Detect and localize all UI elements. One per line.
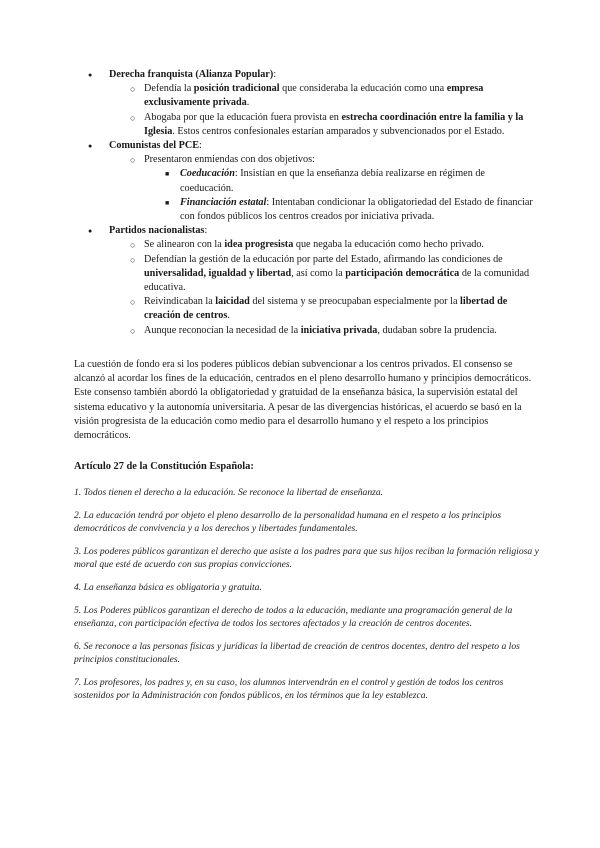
text-run: . (246, 97, 250, 109)
emphasized-text: laicidad (215, 296, 250, 308)
article-clause: 3. Los poderes públicos garantizan el derecho que asiste a los padres para que sus hijos reciban la formación religiosa y moral que esté de acuerdo con sus propias convicciones. (74, 545, 539, 570)
emphasized-text: libertad de creación de centros (144, 296, 508, 322)
emphasized-text: empresa exclusivamente privada (144, 83, 484, 109)
text-run: Presentaron enmiendas con dos objetivos: (144, 154, 315, 166)
position-item (109, 295, 540, 323)
article-clause: 1. Todos tienen el derecho a la educación. Se reconoce la libertad de enseñanza. (74, 486, 384, 498)
text-run: Defendían la gestión de la educación por parte del Estado, afirmando las condiciones de (144, 253, 503, 265)
position-item (109, 238, 540, 252)
text-run: . (227, 310, 230, 322)
article-clause: 5. Los Poderes públicos garantizan el derecho de todos a la educación, mediante una programación general de la enseñanza, con participación efectiva de todos los sectores afectados y la creación de centros docentes. (74, 604, 513, 629)
party-group (74, 224, 540, 338)
party-group (74, 139, 540, 224)
position-item (109, 324, 540, 338)
text-run: del sistema y se preocupaban especialmente por la (249, 296, 461, 308)
objective-list (144, 167, 540, 224)
emphasized-text: participación democrática (345, 267, 460, 279)
text-run: . Estos centros confesionales estarían amparados y subvencionados por el Estado. (172, 125, 505, 137)
party-title-suffix: : (199, 140, 202, 152)
objective-item (144, 167, 540, 195)
text-run: que negaba la educación como hecho privado. (293, 239, 484, 251)
article-clause: 7. Los profesores, los padres y, en su caso, los alumnos intervendrán en el control y gestión de todos los centros sostenidos por la Administración con fondos públicos, en los términos que la ley establezca. (74, 676, 504, 701)
emphasized-text: Coeducación (180, 168, 235, 180)
party-positions-list (74, 68, 540, 338)
position-list (109, 238, 540, 337)
position-item (109, 253, 540, 296)
text-run: de la comunidad educativa. (144, 267, 530, 294)
position-list (109, 82, 540, 139)
position-item (109, 82, 540, 110)
article-clause: 2. La educación tendrá por objeto el pleno desarrollo de la personalidad humana en el respeto a los principios democráticos de convivencia y a los derechos y libertades fundamentales. (74, 509, 501, 534)
text-run: Reivindicaban la (144, 296, 216, 308)
text-run: Abogaba por que la educación fuera provista en (144, 111, 342, 123)
text-run: que consideraba la educación como una (279, 83, 447, 95)
summary-paragraph: La cuestión de fondo era si los poderes públicos debían subvencionar a los centros privados. El consenso se alcanzó al acordar los fines de la educación, centrados en el pleno desarrollo humano y principios democráticos. Este consenso también abordó la obligatoriedad y gratuidad de la enseñanza básica, la supervisión estatal del sistema educativo y la autonomía universitaria. A pesar de las divergencias históricas, el acuerdo se basó en la visión progresista de la educación como medio para el desarrollo humano y el respeto a los principios democráticos. (74, 358, 532, 442)
text-run: , así como la (291, 267, 346, 279)
position-item (109, 153, 540, 224)
party-title: Derecha franquista (Alianza Popular) (109, 69, 274, 80)
article-heading: Artículo 27 de la Constitución Española: (74, 460, 254, 472)
article-clause: 6. Se reconoce a las personas físicas y jurídicas la libertad de creación de centros docentes, dentro del respeto a los principios constitucionales. (74, 640, 520, 665)
party-title-suffix: : (204, 225, 208, 237)
text-run: : Intentaban condicionar la obligatoriedad del Estado de financiar con fondos públicos los centros creados por iniciativa privada. (180, 196, 533, 223)
text-run: Aunque reconocían la necesidad de la (144, 324, 301, 336)
party-group (74, 68, 540, 139)
emphasized-text: iniciativa privada (300, 324, 378, 336)
emphasized-text: posición tradicional (193, 83, 280, 95)
article-clause: 4. La enseñanza básica es obligatoria y gratuita. (74, 581, 262, 593)
objective-item (144, 196, 540, 224)
party-title-suffix: : (273, 69, 277, 80)
text-run: , dudaban sobre la prudencia. (377, 324, 497, 336)
text-run: Se alinearon con la (144, 239, 225, 251)
party-title: Comunistas del PCE (109, 140, 200, 152)
party-title: Partidos nacionalistas (109, 225, 205, 237)
emphasized-text: estrecha coordinación entre la familia y la Iglesia (144, 111, 524, 137)
emphasized-text: Financiación estatal (180, 196, 267, 208)
position-list (109, 153, 540, 224)
text-run: : Insistían en que la enseñanza debía realizarse en régimen de coeducación. (180, 168, 485, 194)
emphasized-text: idea progresista (224, 239, 294, 251)
position-item (109, 111, 540, 139)
emphasized-text: universalidad, igualdad y libertad (144, 267, 292, 279)
article-items (74, 486, 540, 702)
text-run: Defendía la (144, 83, 194, 95)
